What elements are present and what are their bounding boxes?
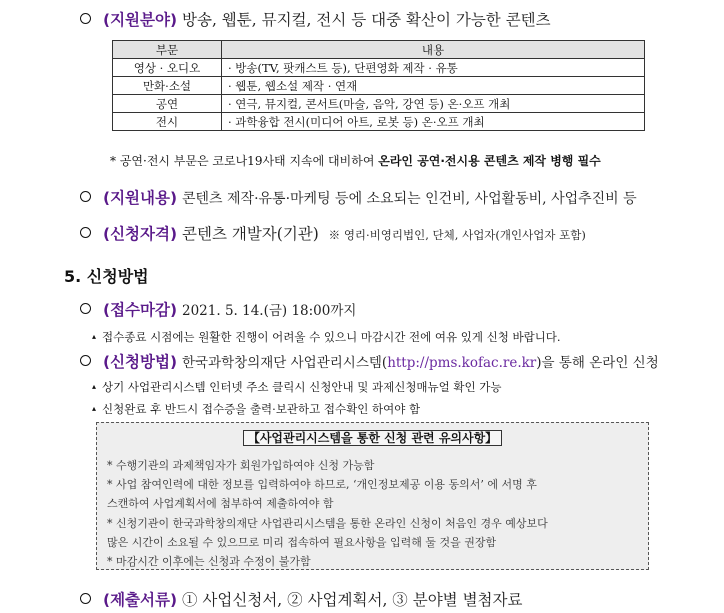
notice-line: * 사업 참여인력에 대한 정보를 입력하여야 하므로, ‘개인정보제공 이용 동의서’ 에 서명 후	[107, 478, 537, 491]
table-header-content: 내용	[222, 41, 645, 59]
application-method-label: (신청방법)	[103, 353, 178, 371]
deadline-label: (접수마감)	[103, 301, 178, 319]
table-header-row	[113, 41, 645, 59]
circle-bullet-icon	[80, 227, 91, 238]
support-field-table	[112, 40, 645, 131]
section-title: 5. 신청방법	[64, 267, 149, 286]
eligibility-text: 콘텐츠 개발자(기관)	[182, 225, 319, 243]
table-row	[113, 95, 645, 113]
application-subnote-2: ▴ 신청완료 후 반드시 접수증을 출력·보관하고 접수확인 하여야 함	[92, 401, 420, 417]
table-cell-category: 만화·소설	[113, 77, 222, 95]
pms-link[interactable]: http://pms.kofac.re.kr	[387, 355, 537, 371]
exhibition-note	[110, 152, 601, 169]
circle-bullet-icon	[80, 13, 91, 24]
documents-text: ① 사업신청서, ② 사업계획서, ③ 분야별 별첨자료	[182, 591, 523, 609]
circle-bullet-icon	[80, 593, 91, 604]
table-cell-category: 영상 · 오디오	[113, 59, 222, 77]
support-field-label: (지원분야)	[103, 11, 178, 29]
notice-line: * 수행기관의 과제책임자가 회원가입하여야 신청 가능함	[107, 459, 375, 472]
notice-line: * 신청기관이 한국과학창의재단 사업관리시스템을 통한 온라인 신청이 처음인 경우 예상보다	[107, 517, 548, 530]
documents-item	[80, 588, 522, 610]
table-header-category: 부문	[113, 41, 222, 59]
notice-box	[96, 422, 649, 570]
deadline-text: 2021. 5. 14.(금) 18:00까지	[182, 303, 357, 319]
eligibility-note: ※ 영리·비영리법인, 단체, 사업자(개인사업자 포함)	[328, 228, 586, 242]
application-method-text	[182, 351, 659, 371]
support-content-label: (지원내용)	[103, 189, 178, 207]
circle-bullet-icon	[80, 355, 91, 366]
deadline-subnote: ▴ 접수종료 시점에는 원활한 진행이 어려울 수 있으니 마감시간 전에 여유 있게 신청 바랍니다.	[92, 329, 561, 345]
table-cell-category: 공연	[113, 95, 222, 113]
notice-line: 스캔하여 사업계획서에 첨부하여 제출하여야 함	[107, 497, 334, 510]
exhibition-note-text: * 공연·전시 부문은 코로나19사태 지속에 대비하여	[110, 154, 379, 168]
table-row	[113, 59, 645, 77]
notice-line: 많은 시간이 소요될 수 있으므로 미리 접속하여 필요사항을 입력해 둘 것을 권장함	[107, 536, 497, 549]
support-field-text: 방송, 웹툰, 뮤지컬, 전시 등 대중 확산이 가능한 콘텐츠	[182, 11, 551, 29]
circle-bullet-icon	[80, 303, 91, 314]
table-row	[113, 113, 645, 131]
notice-box-title-text: 【사업관리시스템을 통한 신청 관련 유의사항】	[243, 430, 502, 446]
table-cell-content: · 연극, 뮤지컬, 콘서트(마술, 음악, 강연 등) 온·오프 개최	[222, 95, 645, 113]
support-field-item	[80, 8, 551, 30]
circle-bullet-icon	[80, 191, 91, 202]
table-cell-content: · 웹툰, 웹소설 제작 · 연재	[222, 77, 645, 95]
table-cell-category: 전시	[113, 113, 222, 131]
table-cell-content: · 방송(TV, 팟캐스트 등), 단편영화 제작 · 유통	[222, 59, 645, 77]
notice-box-title	[97, 429, 648, 446]
application-method-text-post: )을 통해 온라인 신청	[536, 355, 659, 371]
deadline-item	[80, 298, 356, 320]
application-method-text-pre: 한국과학창의재단 사업관리시스템(	[182, 355, 388, 371]
documents-label: (제출서류)	[103, 591, 178, 609]
support-content-item	[80, 186, 637, 208]
support-content-text: 콘텐츠 제작·유통·마케팅 등에 소요되는 인건비, 사업활동비, 사업추진비 등	[182, 191, 637, 207]
eligibility-label: (신청자격)	[103, 225, 178, 243]
table-row	[113, 77, 645, 95]
eligibility-item	[80, 222, 586, 244]
application-subnote-1: ▴ 상기 사업관리시스템 인터넷 주소 클릭시 신청안내 및 과제신청매뉴얼 확인 가능	[92, 379, 502, 395]
exhibition-note-bold: 온라인 공연·전시용 콘텐츠 제작 병행 필수	[378, 154, 601, 168]
table-cell-content: · 과학융합 전시(미디어 아트, 로봇 등) 온·오프 개최	[222, 113, 645, 131]
notice-line: * 마감시간 이후에는 신청과 수정이 불가함	[107, 555, 311, 568]
application-method-item	[80, 350, 659, 372]
